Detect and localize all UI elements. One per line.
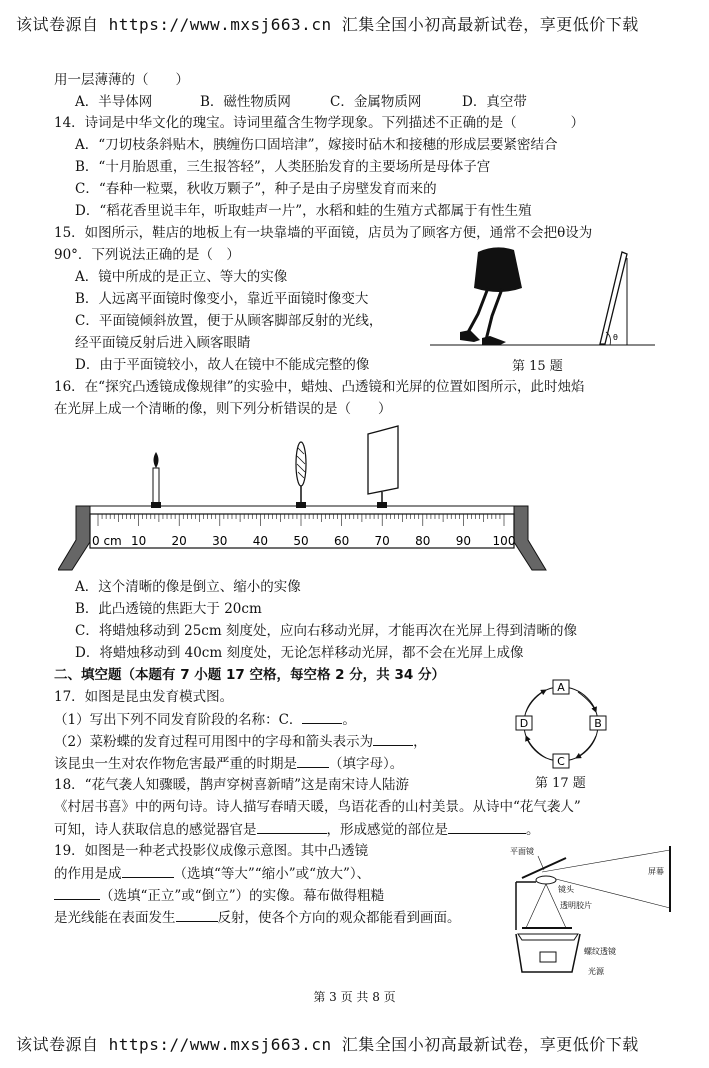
- q19-line2-end: （选填“等大”“缩小”或“放大”）、: [173, 866, 371, 882]
- ruler-tick-label: 30: [212, 534, 228, 548]
- q17-line3: [54, 753, 403, 775]
- q14-option-c: C．“春种一粒粟，秋收万颗子”，种子是由子房壁发育而来的: [75, 181, 437, 197]
- q18-line3-end: 。: [526, 822, 540, 838]
- q17-cycle-figure: [506, 676, 616, 772]
- light-screen: [368, 426, 398, 508]
- label-mirror: 平面镜: [510, 847, 534, 856]
- light-bulb: [540, 952, 556, 962]
- ruler-tick-label: 10: [130, 534, 147, 548]
- q14-option-d: D．“稻花香里说丰年，听取蛙声一片”，水稻和蛙的生殖方式都属于有性生殖: [75, 203, 532, 219]
- q14-option-a: A．“刀切枝条斜贴木，胰缠伤口固培津”，嫁接时砧木和接穗的形成层要紧密结合: [75, 137, 558, 153]
- banner-suffix-bottom: 汇集全国小初高最新试卷，享更低价下载: [341, 1035, 639, 1054]
- bench-left-support: [58, 506, 90, 570]
- q18-blank-organ[interactable]: [257, 819, 327, 834]
- node-d-label: D: [519, 717, 529, 730]
- q15-figure: [430, 244, 655, 356]
- q18-blank-location[interactable]: [448, 819, 526, 834]
- node-c-label: C: [557, 755, 565, 768]
- ruler-tick-label: 70: [374, 534, 390, 548]
- q19-line4-text: 是光线能在表面发生: [54, 910, 176, 926]
- q17-line2-text: （2）菜粉蝶的发育过程可用图中的字母和箭头表示为: [54, 734, 374, 750]
- node-b-label: B: [594, 717, 602, 730]
- projector-stand: [516, 882, 536, 930]
- section2-title: 二、填空题（本题有 7 小题 17 空格，每空格 2 分，共 34 分）: [54, 667, 445, 683]
- q18-line2: 《村居书喜》中的两句诗。诗人描写春晴天暖，鸟语花香的山村美景。从诗中“花气袭人”: [54, 799, 581, 815]
- customer-shoe-left: [460, 330, 480, 342]
- q15-option-b: B．人远离平面镜时像变小，靠近平面镜时像变大: [75, 291, 369, 307]
- q14-option-b: B．“十月胎恩重，三生报答轻”，人类胚胎发育的主要场所是母体子宫: [75, 159, 491, 175]
- label-lens: 镜头: [558, 885, 574, 894]
- q19-blank-reflection[interactable]: [176, 907, 218, 922]
- q19-line3-end: （选填“正立”或“倒立”）的实像。幕布做得粗糙: [100, 888, 385, 904]
- q17-line1-text: （1）写出下列不同发育阶段的名称：C．: [54, 712, 303, 728]
- banner-prefix: 该试卷源自: [16, 15, 99, 34]
- q16-option-a: A．这个清晰的像是倒立、缩小的实像: [75, 579, 301, 595]
- ruler-tick-label: 40: [252, 534, 269, 548]
- q17-caption: 第 17 题: [535, 776, 586, 791]
- q17-line3-text: 该昆虫一生对农作物危害最严重的时期是: [54, 756, 297, 772]
- ruler-tick-label: 50: [293, 534, 309, 548]
- q19-projector-figure: [502, 842, 677, 982]
- q17-line2-end: ，: [413, 734, 427, 750]
- customer-leg-left: [466, 288, 488, 336]
- bench-right-support: [514, 506, 546, 570]
- ruler-tick-label: 90: [455, 534, 472, 548]
- q16-option-b: B．此凸透镜的焦距大于 20cm: [75, 601, 262, 617]
- node-a-label: A: [557, 681, 565, 694]
- q13-option-c: C．金属物质网: [330, 94, 422, 110]
- q16-option-d: D．将蜡烛移动到 40cm 刻度处，无论怎样移动光屏，都不会在光屏上成像: [75, 645, 524, 661]
- q19-line4: [54, 907, 461, 929]
- q16-optical-bench-figure: [58, 422, 550, 572]
- arrow-d-a: [526, 690, 546, 712]
- q15-option-c-cont: 经平面镜反射后进入顾客眼睛: [75, 335, 251, 351]
- q18-line3-mid: ，形成感觉的部位是: [326, 822, 448, 838]
- q19-line4-end: 反射，使各个方向的观众都能看到画面。: [217, 910, 461, 926]
- q17-line2: [54, 731, 427, 753]
- ruler-tick-label: 60: [333, 534, 350, 548]
- convex-lens: [296, 442, 306, 508]
- q15-stem-line2: 90°．下列说法正确的是（ ）: [54, 247, 240, 263]
- q19-line2: [54, 863, 370, 885]
- fresnel-lens: [518, 934, 578, 940]
- label-light: 光源: [588, 967, 604, 976]
- label-slide: 透明胶片: [560, 901, 592, 910]
- theta-label: θ: [613, 333, 618, 342]
- q17-blank-stage[interactable]: [297, 753, 329, 768]
- bottom-banner: [16, 1034, 639, 1055]
- q19-blank-orientation[interactable]: [54, 885, 100, 900]
- q13-option-d: D．真空带: [462, 94, 527, 110]
- q19-line1: 19．如图是一种老式投影仪成像示意图。其中凸透镜: [54, 843, 369, 859]
- q13-option-b: B．磁性物质网: [200, 94, 291, 110]
- customer-skirt: [474, 247, 522, 292]
- q18-line1: 18．“花气袭人知骤暖，鹊声穿树喜新晴”这是南宋诗人陆游: [54, 777, 409, 793]
- q15-option-c: C．平面镜倾斜放置，便于从顾客脚部反射的光线，: [75, 313, 383, 329]
- ruler-tick-label: 80: [415, 534, 431, 548]
- arrow-c-d: [526, 736, 546, 758]
- q15-option-d: D．由于平面镜较小，故人在镜中不能成完整的像: [75, 357, 370, 373]
- arrow-b-c: [576, 736, 596, 758]
- top-banner: [16, 14, 639, 35]
- q13-stem-end: 用一层薄薄的（ ）: [54, 72, 189, 88]
- banner-prefix-bottom: 该试卷源自: [16, 1035, 99, 1054]
- candle: [151, 452, 161, 508]
- q16-stem-line2: 在光屏上成一个清晰的像，则下列分析错误的是（ ）: [54, 401, 392, 417]
- node-a: [553, 680, 569, 694]
- projected-beam: [542, 850, 670, 908]
- q15-caption: 第 15 题: [512, 359, 563, 374]
- q17-stem: 17．如图是昆虫发育模式图。: [54, 689, 234, 705]
- q13-option-a: A．半导体网: [75, 94, 153, 110]
- plane-mirror: [600, 252, 627, 344]
- q17-line3-end: （填字母）。: [329, 756, 404, 772]
- node-d: [516, 716, 532, 730]
- projector-lens-head: [536, 876, 556, 884]
- q15-option-a: A．镜中所成的是正立、等大的实像: [75, 269, 288, 285]
- node-c: [553, 754, 569, 768]
- banner-suffix: 汇集全国小初高最新试卷，享更低价下载: [341, 15, 639, 34]
- q14-stem: 14．诗词是中华文化的瑰宝。诗词里蕴含生物学现象。下列描述不正确的是（ ）: [54, 115, 585, 131]
- banner-url-bottom[interactable]: https://www.mxsj663.cn: [108, 1035, 332, 1054]
- ruler-tick-label: 100: [492, 534, 516, 548]
- page-number: 第 3 页 共 8 页: [313, 990, 396, 1004]
- ruler-tick-label: 0 cm: [92, 534, 122, 548]
- q19-line3: [54, 885, 384, 907]
- q17-line1-end: 。: [342, 712, 356, 728]
- q16-option-c: C．将蜡烛移动到 25cm 刻度处，应向右移动光屏，才能再次在光屏上得到清晰的像: [75, 623, 577, 639]
- arrow-a-b: [578, 692, 596, 712]
- q15-stem-line1: 15．如图所示，鞋店的地板上有一块靠墙的平面镜，店员为了顾客方便，通常不会把θ设为: [54, 225, 593, 241]
- banner-url[interactable]: https://www.mxsj663.cn: [108, 15, 332, 34]
- q19-blank-size[interactable]: [122, 863, 174, 878]
- q17-blank-sequence[interactable]: [373, 731, 413, 746]
- node-b: [590, 716, 606, 730]
- customer-leg-right: [486, 289, 502, 340]
- ruler-tick-label: 20: [171, 534, 187, 548]
- q18-line3-text: 可知，诗人获取信息的感觉器官是: [54, 822, 257, 838]
- q18-line3: [54, 819, 540, 841]
- customer-shoe-right: [482, 336, 506, 345]
- label-fresnel: 螺纹透镜: [584, 947, 616, 956]
- q17-line1: [54, 709, 356, 731]
- q16-stem-line1: 16．在“探究凸透镜成像规律”的实验中，蜡烛、凸透镜和光屏的位置如图所示，此时烛焰: [54, 379, 585, 395]
- projector-mirror: [522, 858, 566, 878]
- q17-blank-c[interactable]: [302, 709, 342, 724]
- label-screen: 屏幕: [648, 867, 664, 876]
- q19-line2-text: 的作用是成: [54, 866, 122, 882]
